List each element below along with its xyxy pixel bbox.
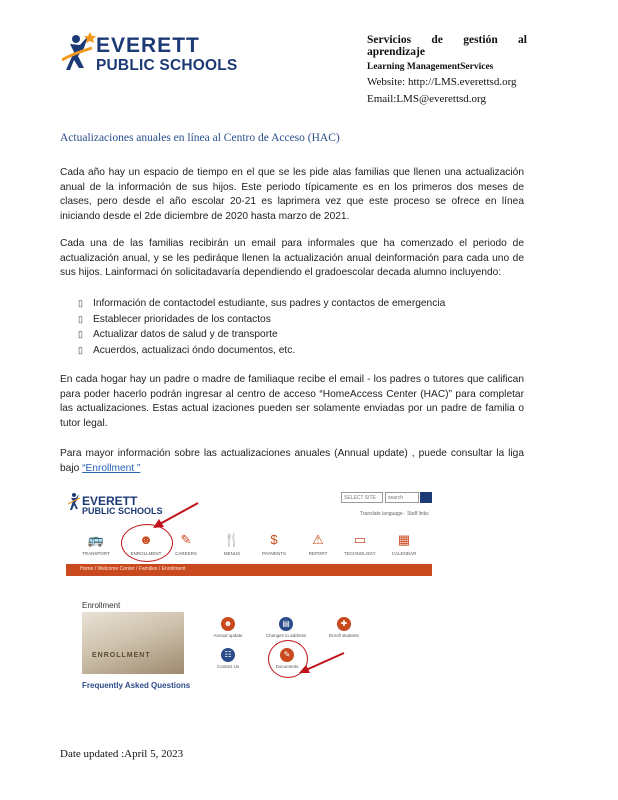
enroll-icon: ✚ [337, 617, 351, 631]
shot-search-field: search [385, 492, 419, 503]
bus-icon: 🚌 [87, 532, 105, 547]
header-website: Website: http://LMS.everettsd.org [367, 76, 517, 88]
shot-logo-public-schools: PUBLIC SCHOOLS [82, 506, 163, 516]
calendar-icon: ▦ [397, 532, 411, 547]
shot-tile-annual-update [202, 617, 254, 638]
shot-tile-contact [202, 648, 254, 669]
warning-icon: ⚠ [312, 532, 324, 547]
info-bullet-list [78, 296, 445, 358]
more-info-text: Para mayor información sobre las actualizaciones anuales (Annual update) , puede consultar la liga bajo [60, 448, 524, 474]
shot-search-icon [420, 492, 432, 503]
laptop-icon: ▭ [353, 532, 367, 547]
shot-nav-technology [340, 526, 380, 556]
bullet-item: ▯ Acuerdos, actualizaci óndo documentos, etc. [78, 343, 445, 359]
shot-nav-calendar [384, 526, 424, 556]
bullet-item: ▯ Establecer prioridades de los contactos [78, 312, 445, 328]
paragraph-intro: Cada año hay un espacio de tiempo en el que se les pide alas familias que llenen una actualización anual de la información de sus hijos. Este periodo típicamente es en los primeros dos meses de clases, pero desde el año escolar 20-21 es laprimera vez que este proceso se ofrece en línea iniciando desde el 2de diciembre de 2020 hasta marzo de 2021. [60, 167, 524, 222]
careers-icon: ✎ [180, 532, 192, 547]
shot-nav-payments [254, 526, 294, 556]
shot-nav-menus [212, 526, 252, 556]
shot-breadcrumb: Home / Welcome Center / Families / Enrollment [80, 566, 186, 572]
annotation-arrow-icon [150, 500, 200, 530]
paragraph-more-info [60, 447, 524, 476]
shot-tile-enroll [318, 617, 370, 638]
document-title: Actualizaciones anuales en línea al Centro de Acceso (HAC) [60, 132, 340, 144]
logo-wordmark-public-schools: PUBLIC SCHOOLS [96, 57, 238, 74]
header-department-english: Learning ManagementServices [367, 62, 494, 72]
shot-tile-label: Documents [275, 664, 299, 669]
shot-hero-blocks-text: ENROLLMENT [92, 652, 151, 659]
shot-nav-label: REPORT [308, 551, 328, 556]
shot-nav-label: MENUS [223, 551, 241, 556]
changes-icon: ▤ [279, 617, 293, 631]
fork-knife-icon: 🍴 [223, 532, 241, 547]
shot-tile-label: Annual update [213, 633, 243, 638]
bullet-item: ▯ Actualizar datos de salud y de transporte [78, 327, 445, 343]
paragraph-household: En cada hogar hay un padre o madre de familiaque recibe el email - los padres o tutores que califican para poder hacerlo podrán ingresar al centro de acceso “HomeAccess Center (HAC)” para completar las actualizaciones. Estas actual izaciones pueden ser solamente enviadas por un padre de familia o tutor legal. [60, 374, 524, 429]
shot-nav-label: PAYMENTS [261, 551, 287, 556]
shot-faq-heading: Frequently Asked Questions [82, 681, 191, 690]
shot-nav-label: TRANSPORT [82, 551, 110, 556]
shot-nav-label: CAREERS [175, 551, 197, 556]
header-email: Email:LMS@everettsd.org [367, 93, 486, 105]
logo-wordmark-everett: EVERETT [96, 34, 200, 57]
shot-nav-label: CALENDAR [391, 551, 417, 556]
shot-logo-everett: EVERETT [82, 494, 138, 508]
date-updated: Date updated :April 5, 2023 [60, 748, 184, 760]
shot-tile-changes [260, 617, 312, 638]
shot-nav-transport [76, 526, 116, 556]
shot-enrollment-hero-image [82, 612, 184, 674]
shot-logo-figure-icon [68, 492, 82, 512]
shot-nav-report [298, 526, 338, 556]
annual-update-icon: ☻ [221, 617, 235, 631]
shot-nav-label: TECHNOLOGY [344, 551, 376, 556]
shot-tile-label: Enroll students [329, 633, 359, 638]
shot-utility-links: Translate language · Staff links [360, 511, 429, 517]
shot-enrollment-heading: Enrollment [82, 601, 121, 610]
annotation-arrow-icon [296, 650, 346, 676]
paragraph-email-notice: Cada una de las familias recibirán un email para informales que ha comenzado el periodo de actualización anual, y se les pediráque llenen la actualización anual deinformación para cada uno de sus hijos. Lainformaci ón solicitadavaría dependiendo el gradoescolar decada alumno incluyendo: [60, 238, 524, 278]
paperclip-icon: ✎ [280, 648, 294, 662]
shot-tile-label: Contact Us [216, 664, 240, 669]
header-info [367, 34, 527, 105]
shot-site-select: SELECT SITE [341, 492, 383, 503]
people-icon: ☷ [221, 648, 235, 662]
enrollment-link[interactable]: “Enrollment ” [82, 462, 141, 474]
enrollment-icon: ☻ [139, 532, 153, 547]
dollar-icon: $ [270, 532, 278, 547]
bullet-item: ▯ Información de contactodel estudiante, sus padres y contactos de emergencia [78, 296, 445, 312]
shot-nav-label: ENROLLMENT [130, 551, 162, 556]
shot-tile-label: Changes to address [265, 633, 307, 638]
header-department: Servicios de gestión al aprendizaje [367, 34, 527, 58]
